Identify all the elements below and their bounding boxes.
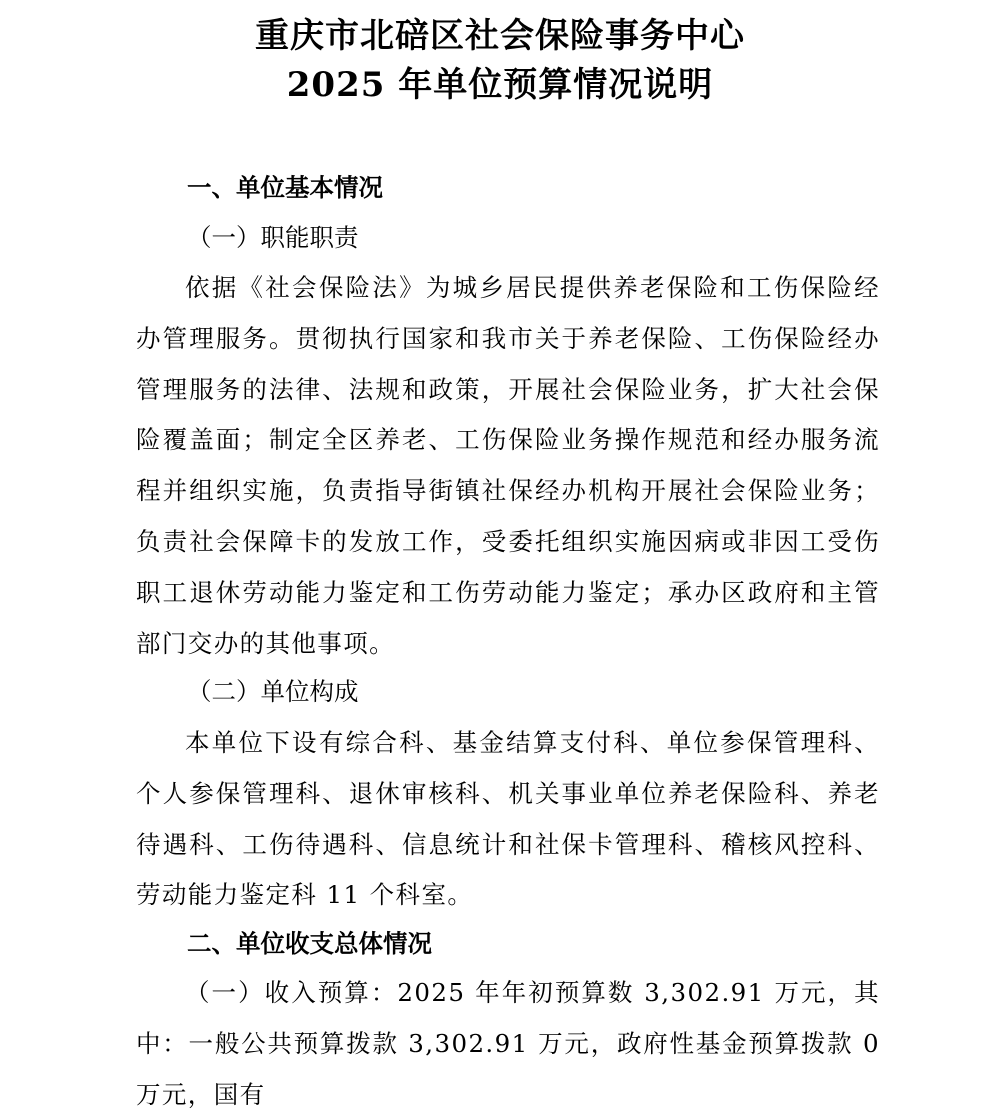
section-1-sub-1-heading: （一）职能职责 bbox=[187, 223, 359, 252]
section-1-sub-1-paragraph: 依据《社会保险法》为城乡居民提供养老保险和工伤保险经办管理服务。贯彻执行国家和我市关于养老保险、工伤保险经办管理服务的法律、法规和政策，开展社会保险业务，扩大社会保险覆盖面；制定全区养老、工伤保险业务操作规范和经办服务流程并组织实施，负责指导街镇社保经办机构开展社会保险业务；负责社会保障卡的发放工作，受委托组织实施因病或非因工受伤职工退休劳动能力鉴定和工伤劳动能力鉴定；承办区政府和主管部门交办的其他事项。 bbox=[136, 273, 880, 658]
section-1-heading: 一、单位基本情况 bbox=[187, 173, 383, 202]
document-title-line-2: 2025 年单位预算情况说明 bbox=[286, 65, 714, 105]
section-2-sub-1-paragraph: （一）收入预算：2025 年年初预算数 3,302.91 万元，其中：一般公共预算拨款 3,302.91 万元，政府性基金预算拨款 0 万元，国有 bbox=[136, 978, 880, 1109]
section-1-sub-2-paragraph: 本单位下设有综合科、基金结算支付科、单位参保管理科、个人参保管理科、退休审核科、机关事业单位养老保险科、养老待遇科、工伤待遇科、信息统计和社保卡管理科、稽核风控科、劳动能力鉴定科 11 个科室。 bbox=[136, 728, 880, 910]
section-1-sub-2-heading: （二）单位构成 bbox=[187, 677, 359, 706]
section-2-heading: 二、单位收支总体情况 bbox=[187, 929, 432, 958]
document-title-line-1: 重庆市北碚区社会保险事务中心 bbox=[255, 16, 745, 56]
